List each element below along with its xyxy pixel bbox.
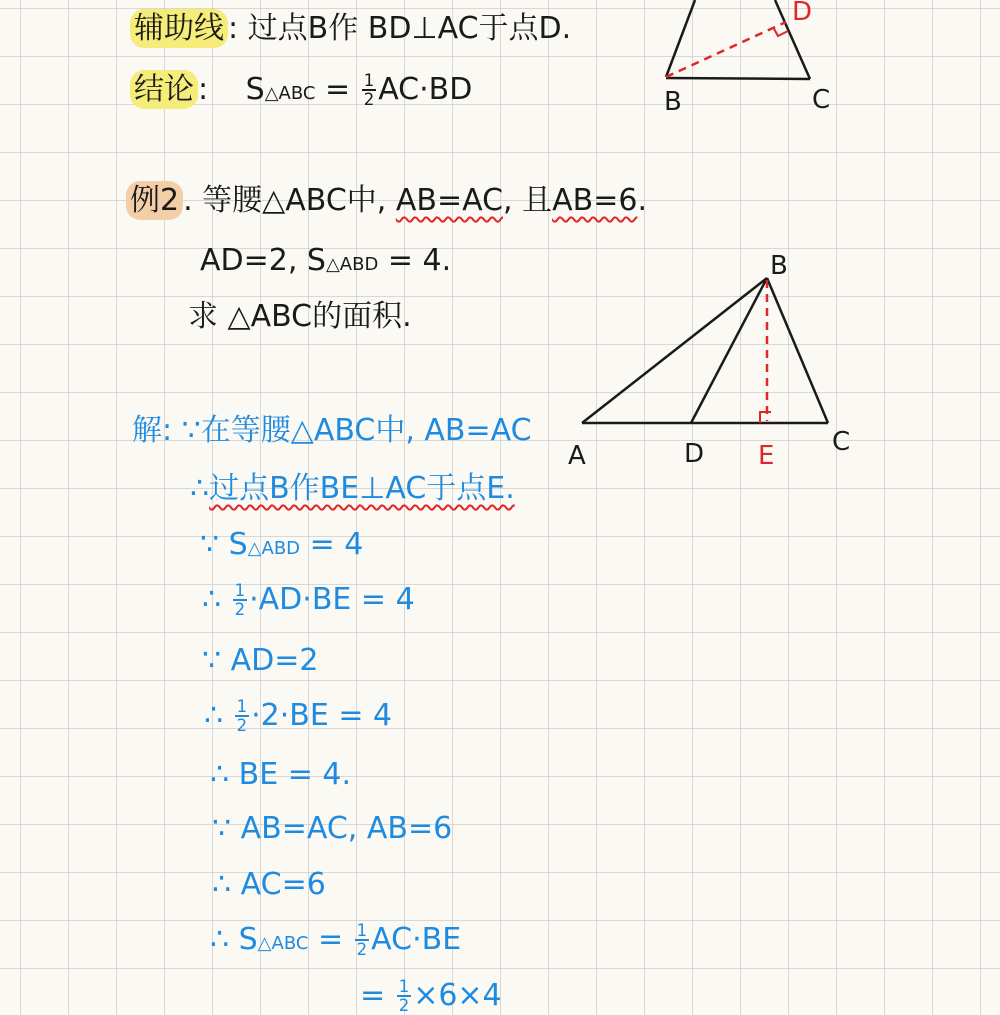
top-triangle-side-bc	[666, 78, 810, 79]
solution-step-1	[132, 413, 532, 448]
triangle-figure	[560, 240, 870, 480]
conclusion-rhs: AC·BD	[378, 71, 473, 107]
solution-step-10-eq: =	[308, 921, 353, 957]
solution-step-10-fraction	[355, 922, 370, 959]
conclusion-colon: :	[198, 71, 209, 107]
example-subscript-abd: △ABD	[325, 254, 379, 275]
triangle-label-d: D	[684, 439, 705, 469]
solution-step-9	[212, 867, 326, 902]
solution-step-6	[204, 698, 392, 735]
solution-step-11-a: =	[360, 977, 395, 1013]
solution-step-5	[202, 643, 319, 678]
aux-line-text: 过点B作 BD⊥AC于点D.	[247, 11, 572, 46]
solution-step-10-a: ∴ S	[210, 921, 258, 957]
solution-step-10	[210, 922, 461, 959]
conclusion-fraction-denominator: 2	[363, 90, 375, 110]
example-text-1a: . 等腰△ABC中,	[183, 183, 396, 218]
triangle-label-e: E	[758, 441, 775, 471]
solution-step-7-text: ∴ BE = 4.	[210, 757, 351, 792]
top-triangle-label-d: D	[792, 0, 813, 27]
solution-step-4-denominator: 2	[234, 600, 246, 620]
aux-line-label: 辅助线	[130, 9, 228, 48]
example-question: 求 △ABC的面积.	[188, 299, 412, 334]
solution-step-6-symbol: ∴	[204, 697, 233, 733]
solution-step-4-numerator: 1	[234, 581, 246, 600]
triangle-side-bc	[767, 278, 828, 423]
solution-step-6-numerator: 1	[236, 697, 248, 716]
conclusion-row	[130, 72, 472, 109]
top-triangle-label-b: B	[664, 87, 682, 117]
solution-step-2-symbol: ∴	[190, 471, 210, 506]
solution-step-5-text: ∵ AD=2	[202, 643, 319, 678]
conclusion-fraction-numerator: 1	[363, 71, 375, 90]
solution-step-3-subscript: △ABD	[247, 538, 301, 559]
solution-step-11	[360, 978, 502, 1015]
solution-step-9-text: ∴ AC=6	[212, 867, 326, 902]
top-triangle-figure	[640, 0, 860, 125]
solution-step-11-numerator: 1	[398, 977, 410, 996]
triangle-label-c: C	[832, 427, 851, 457]
triangle-label-a: A	[568, 441, 586, 471]
triangle-right-angle-mark	[760, 412, 771, 423]
example-tag: 例2	[126, 181, 183, 220]
conclusion-s: S	[245, 71, 265, 107]
solution-step-3-b: = 4	[300, 527, 364, 562]
top-triangle-side-ab	[666, 0, 695, 77]
solution-step-6-denominator: 2	[236, 716, 248, 736]
solution-step-1-text: ∵在等腰△ABC中, AB=AC	[181, 413, 532, 448]
triangle-segment-bd	[691, 278, 767, 423]
solution-step-2	[190, 471, 515, 506]
solution-label: 解	[132, 413, 162, 448]
solution-step-10-denominator: 2	[356, 940, 368, 960]
triangle-side-ab	[582, 278, 767, 423]
triangle-label-b: B	[770, 251, 788, 281]
example-line-2	[200, 243, 452, 278]
solution-step-6-fraction	[235, 698, 250, 735]
solution-step-4-rhs: ·AD·BE = 4	[249, 581, 415, 617]
solution-step-11-denominator: 2	[398, 996, 410, 1015]
solution-step-4-symbol: ∴	[202, 581, 231, 617]
solution-step-6-rhs: ·2·BE = 4	[251, 697, 393, 733]
solution-step-10-rhs: AC·BE	[371, 921, 462, 957]
top-triangle-label-c: C	[812, 85, 831, 115]
solution-step-10-numerator: 1	[356, 921, 368, 940]
conclusion-label: 结论	[130, 70, 198, 109]
example-text-1b: , 且	[503, 183, 553, 218]
example-condition-ab-ac: AB=AC	[395, 183, 504, 218]
example-line-1	[126, 183, 647, 218]
aux-line-colon: :	[228, 11, 239, 46]
top-triangle-right-angle-mark	[773, 27, 788, 36]
solution-colon: :	[162, 413, 173, 448]
solution-step-10-subscript: △ABC	[257, 932, 309, 954]
aux-line-row	[130, 11, 572, 46]
solution-step-8	[212, 811, 453, 846]
solution-step-4	[202, 582, 415, 619]
solution-step-7	[210, 757, 351, 792]
solution-step-4-fraction	[233, 582, 248, 619]
solution-step-3	[200, 527, 364, 562]
conclusion-subscript: △ABC	[264, 82, 316, 104]
solution-step-2-text: 过点B作BE⊥AC于点E.	[209, 471, 515, 506]
solution-step-8-text: ∵ AB=AC, AB=6	[212, 811, 453, 846]
solution-step-11-rhs: ×6×4	[413, 977, 502, 1013]
example-text-1c: .	[637, 183, 647, 218]
example-condition-ab-6: AB=6	[552, 183, 638, 218]
example-line-3	[188, 299, 412, 334]
example-text-2a: AD=2, S	[200, 243, 326, 278]
solution-step-3-a: ∵ S	[200, 527, 248, 562]
example-text-2b: = 4.	[378, 243, 452, 278]
conclusion-fraction	[362, 72, 377, 109]
solution-step-11-fraction	[397, 978, 412, 1015]
conclusion-equals: =	[315, 71, 360, 107]
